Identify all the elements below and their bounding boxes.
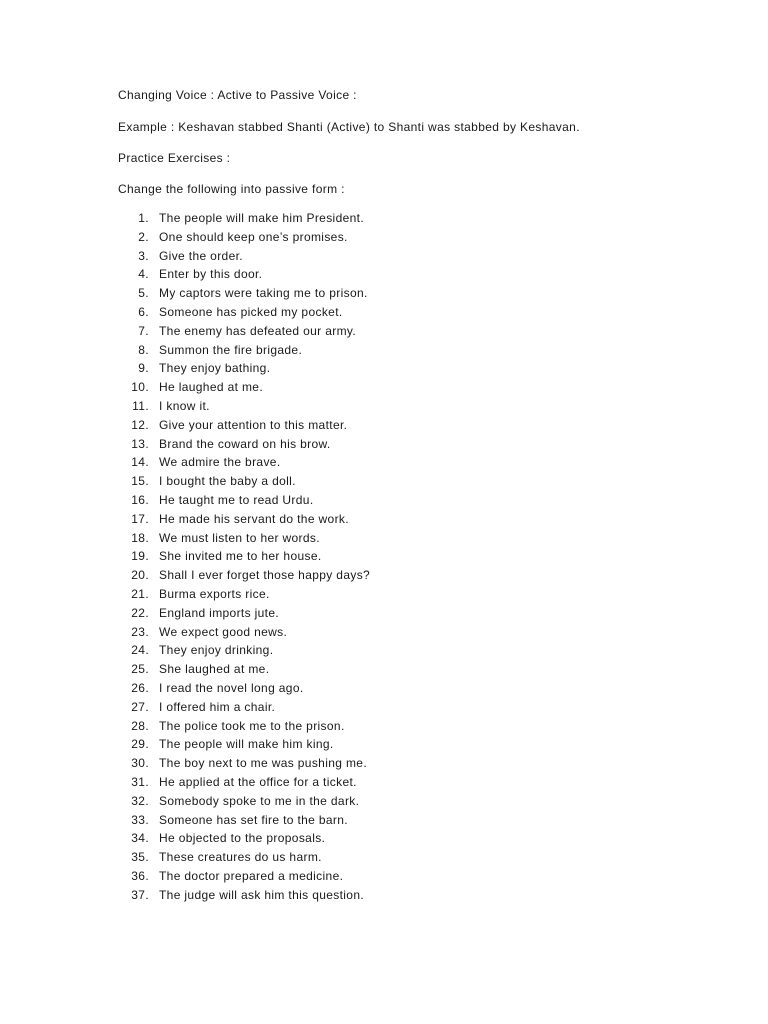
list-item [0, 418, 768, 437]
exercise-number: 14. [131, 455, 149, 470]
list-item [0, 549, 768, 568]
exercise-number: 4. [138, 267, 149, 282]
exercise-number: 35. [131, 850, 149, 865]
list-item [0, 474, 768, 493]
list-item [0, 719, 768, 738]
exercise-sentence: Burma exports rice. [159, 586, 270, 601]
exercise-sentence: The people will make him President. [159, 211, 365, 225]
exercise-sentence: Give your attention to this matter. [159, 417, 348, 432]
exercise-number: 30. [131, 756, 149, 771]
list-item [0, 211, 768, 230]
list-item [0, 775, 768, 794]
list-item [0, 850, 768, 869]
exercise-sentence: Summon the fire brigade. [159, 342, 303, 357]
exercise-number: 7. [138, 323, 149, 338]
exercise-list [0, 211, 768, 906]
exercise-sentence: Shall I ever forget those happy days? [159, 568, 371, 583]
instruction-text: Change the following into passive form : [118, 182, 345, 196]
exercise-number: 2. [138, 229, 149, 244]
list-item [0, 869, 768, 888]
list-item [0, 437, 768, 456]
exercise-sentence: The judge will ask him this question. [159, 887, 365, 902]
list-item [0, 813, 768, 832]
exercise-sentence: He taught me to read Urdu. [159, 492, 314, 507]
exercise-number: 9. [138, 361, 149, 376]
exercise-number: 11. [132, 398, 149, 413]
list-item [0, 286, 768, 305]
list-item [0, 831, 768, 850]
exercise-sentence: He made his servant do the work. [159, 511, 349, 526]
page-title: Changing Voice : Active to Passive Voice : [118, 88, 357, 102]
exercise-number: 16. [131, 492, 149, 507]
exercise-number: 29. [131, 737, 149, 752]
exercise-sentence: Give the order. [159, 248, 243, 263]
list-item [0, 756, 768, 775]
list-item [0, 568, 768, 587]
list-item [0, 737, 768, 756]
exercise-sentence: One should keep one’s promises. [159, 229, 348, 244]
exercise-sentence: She invited me to her house. [159, 549, 322, 564]
exercise-sentence: We admire the brave. [159, 455, 281, 470]
exercise-sentence: We expect good news. [159, 624, 288, 639]
list-item [0, 512, 768, 531]
list-item [0, 531, 768, 550]
exercise-number: 28. [131, 718, 149, 733]
exercise-sentence: She laughed at me. [159, 662, 270, 677]
exercise-number: 31. [131, 774, 149, 789]
list-item [0, 700, 768, 719]
exercise-number: 10. [131, 380, 149, 395]
exercise-sentence: The doctor prepared a medicine. [159, 868, 344, 883]
exercise-number: 36. [131, 868, 149, 883]
exercise-sentence: I read the novel long ago. [159, 680, 304, 695]
list-item [0, 361, 768, 380]
exercise-number: 13. [131, 436, 149, 451]
exercise-number: 20. [131, 568, 149, 583]
exercise-number: 17. [131, 511, 149, 526]
exercise-sentence: He applied at the office for a ticket. [159, 774, 357, 789]
exercise-number: 6. [138, 304, 149, 319]
exercise-number: 12. [131, 417, 149, 432]
list-item [0, 267, 768, 286]
exercise-number: 21. [131, 586, 149, 601]
exercise-number: 33. [131, 812, 149, 827]
exercise-sentence: My captors were taking me to prison. [159, 286, 368, 301]
example-sentence: Example : Keshavan stabbed Shanti (Active) to Shanti was stabbed by Keshavan. [118, 120, 580, 134]
exercise-number: 34. [131, 831, 149, 846]
exercise-sentence: They enjoy bathing. [159, 361, 271, 376]
exercise-sentence: Brand the coward on his brow. [159, 436, 331, 451]
exercise-sentence: They enjoy drinking. [159, 643, 274, 658]
exercise-sentence: Somebody spoke to me in the dark. [159, 793, 360, 808]
exercise-number: 25. [131, 662, 149, 677]
exercise-number: 24. [131, 643, 149, 658]
exercise-number: 5. [138, 286, 149, 301]
list-item [0, 380, 768, 399]
exercise-number: 23. [131, 624, 149, 639]
exercise-number: 15. [131, 474, 149, 489]
list-item [0, 305, 768, 324]
exercise-sentence: We must listen to her words. [159, 530, 320, 545]
exercise-sentence: I know it. [159, 398, 210, 413]
exercise-number: 19. [131, 549, 149, 564]
exercise-sentence: He laughed at me. [159, 380, 264, 395]
exercise-number: 37. [131, 887, 149, 902]
list-item [0, 455, 768, 474]
exercise-sentence: The police took me to the prison. [159, 718, 345, 733]
list-item [0, 343, 768, 362]
list-item [0, 794, 768, 813]
exercise-number: 26. [131, 680, 149, 695]
exercise-number: 3. [138, 248, 149, 263]
list-item [0, 230, 768, 249]
list-item [0, 681, 768, 700]
exercise-number: 32. [131, 793, 149, 808]
exercise-sentence: I bought the baby a doll. [159, 474, 296, 489]
exercise-sentence: The enemy has defeated our army. [159, 323, 357, 338]
list-item [0, 606, 768, 625]
practice-heading: Practice Exercises : [118, 151, 231, 165]
exercise-sentence: I offered him a chair. [159, 699, 276, 714]
list-item [0, 399, 768, 418]
exercise-sentence: Someone has set fire to the barn. [159, 812, 348, 827]
exercise-number: 18. [131, 530, 149, 545]
list-item [0, 493, 768, 512]
exercise-sentence: Enter by this door. [159, 267, 263, 282]
exercise-sentence: England imports jute. [159, 605, 280, 620]
list-item [0, 587, 768, 606]
exercise-number: 27. [131, 699, 149, 714]
list-item [0, 625, 768, 644]
list-item [0, 888, 768, 907]
exercise-sentence: Someone has picked my pocket. [159, 304, 343, 319]
exercise-number: 22. [131, 605, 149, 620]
list-item [0, 249, 768, 268]
exercise-sentence: These creatures do us harm. [159, 850, 322, 865]
list-item [0, 643, 768, 662]
exercise-sentence: He objected to the proposals. [159, 831, 326, 846]
exercise-number: 1. [138, 211, 149, 225]
exercise-sentence: The people will make him king. [159, 737, 334, 752]
list-item [0, 324, 768, 343]
exercise-number: 8. [138, 342, 149, 357]
exercise-sentence: The boy next to me was pushing me. [159, 756, 368, 771]
list-item [0, 662, 768, 681]
